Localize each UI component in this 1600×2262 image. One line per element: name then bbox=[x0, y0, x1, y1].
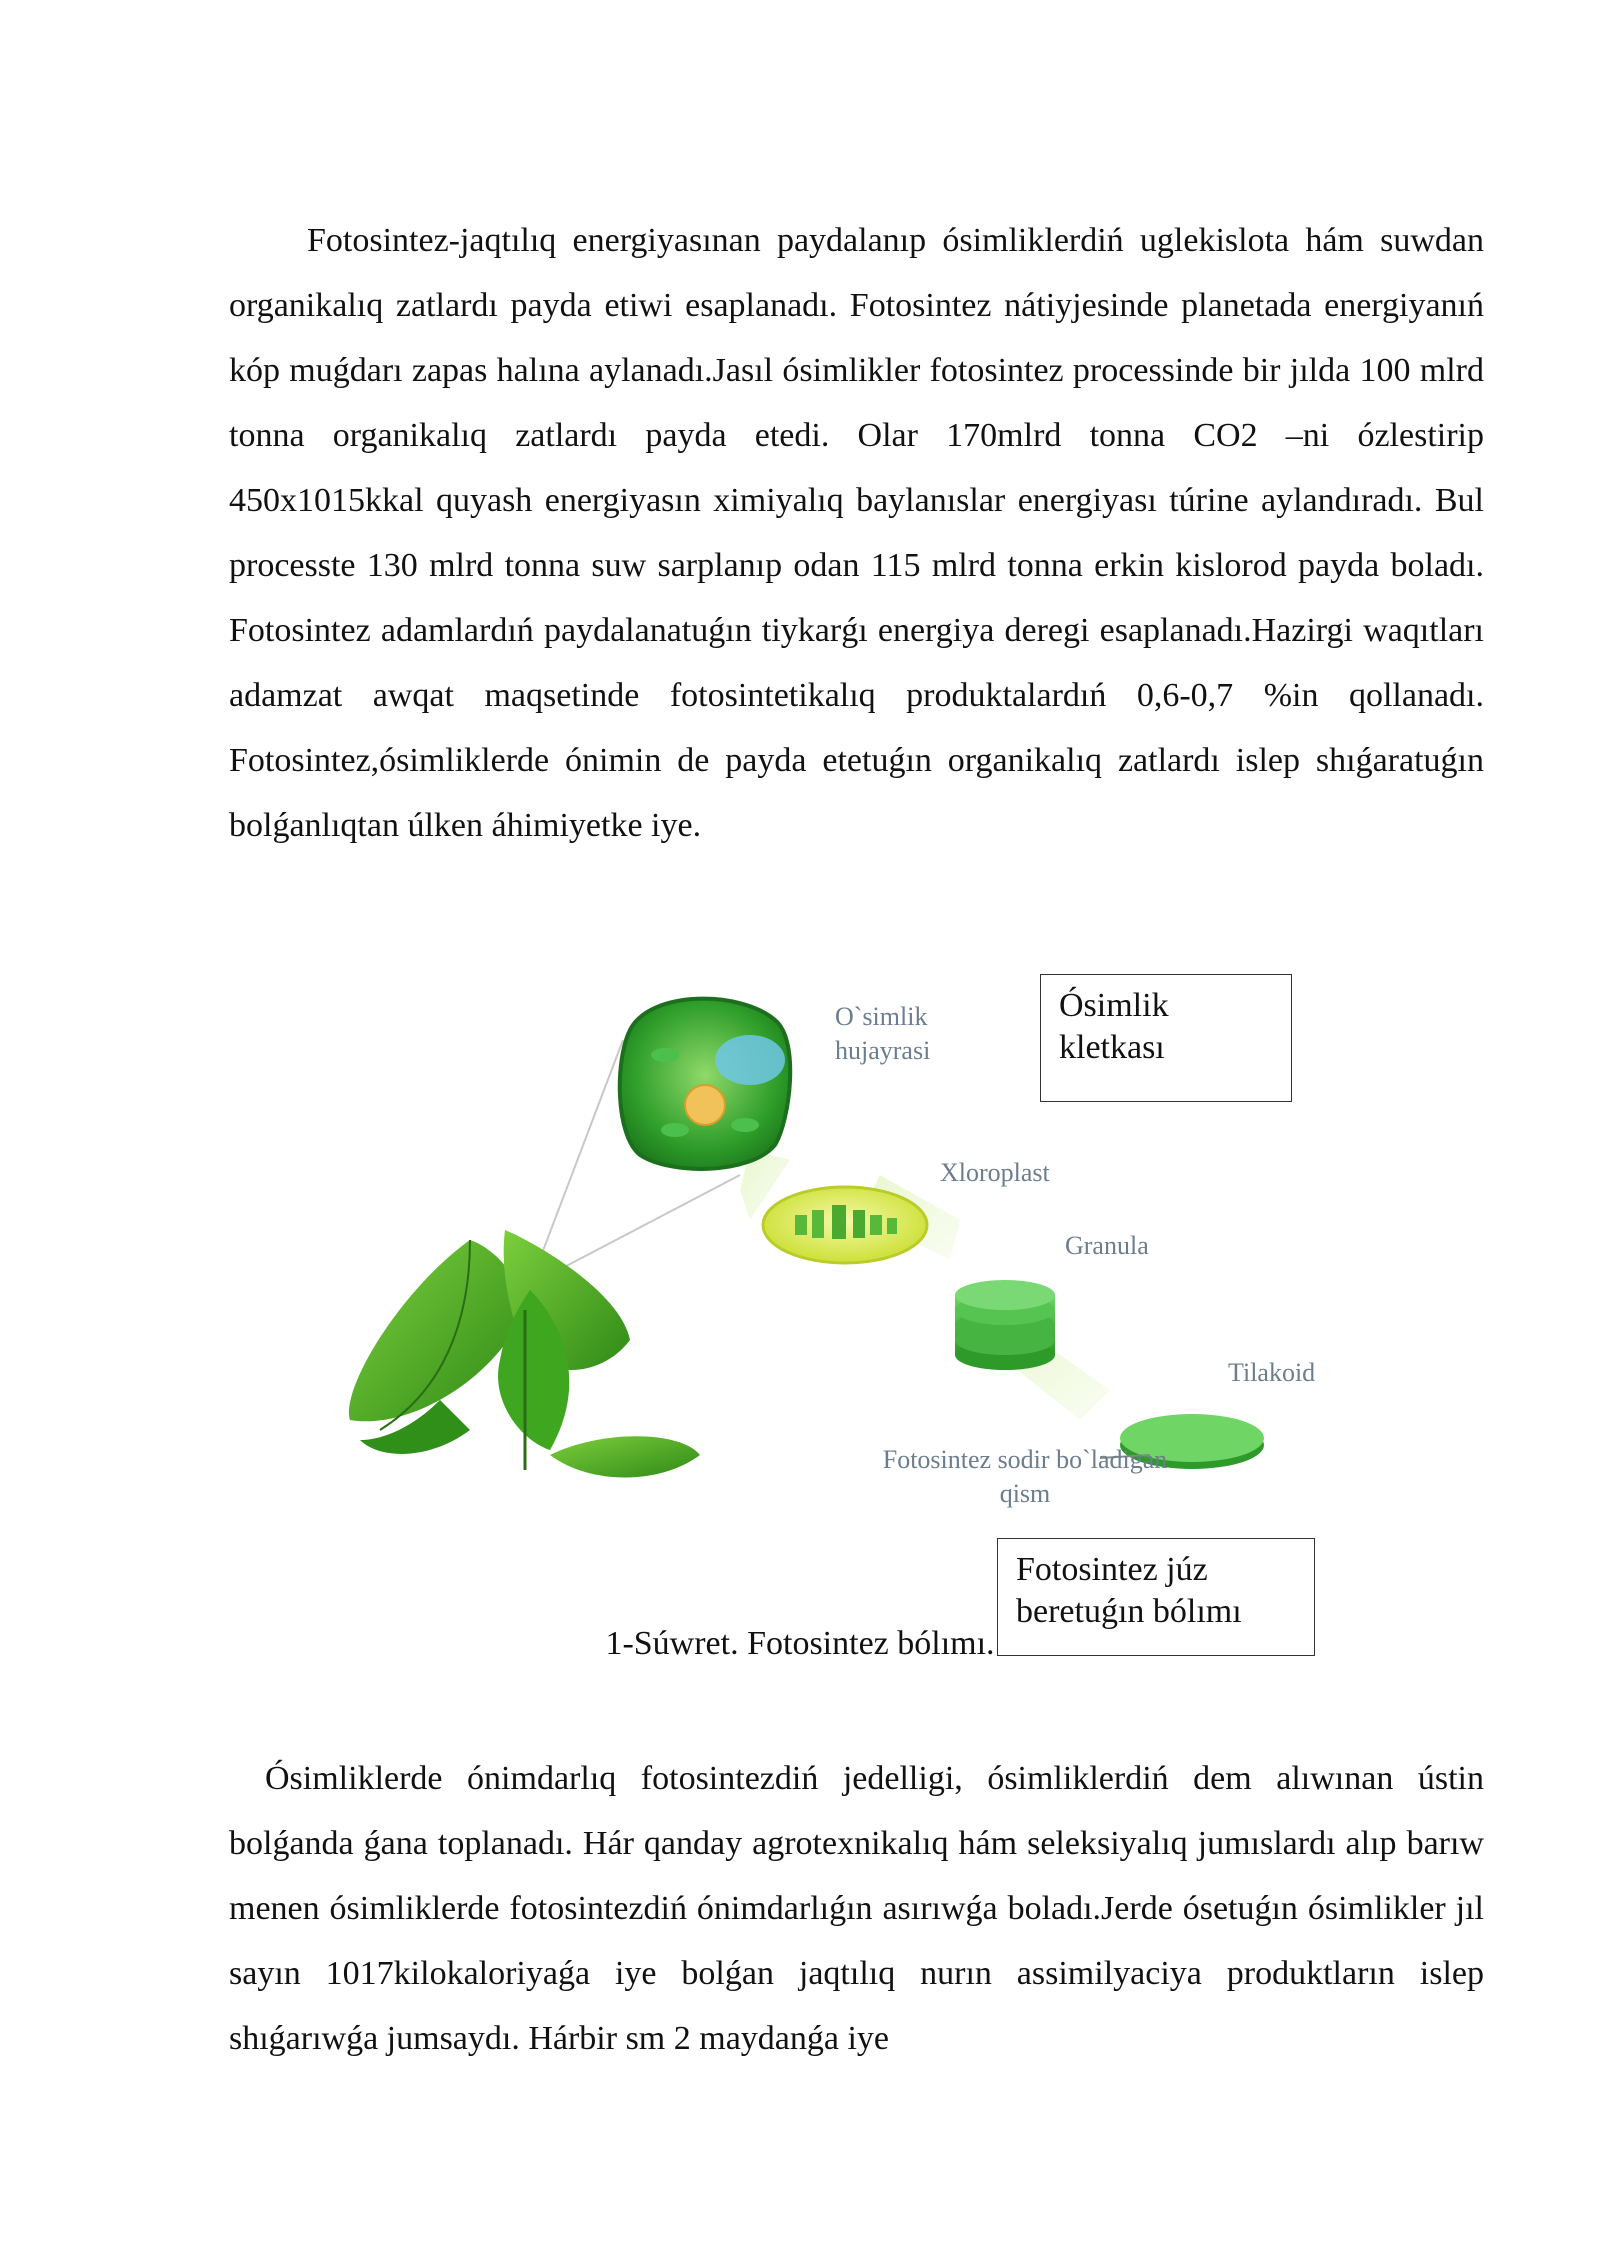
figure-caption: 1-Súwret. Fotosintez bólımı. bbox=[605, 1625, 995, 1662]
photosynthesis-part-label: Fotosintez sodir bo`ladigan qism bbox=[882, 1445, 1168, 1508]
thylakoid-label: Tilakoid bbox=[1228, 1358, 1316, 1387]
photosynthesis-callout-text: Fotosintez júz beretuǵın bólımı bbox=[1016, 1551, 1242, 1630]
granule-icon bbox=[955, 1280, 1055, 1370]
chloroplast-icon bbox=[763, 1187, 927, 1263]
photosynthesis-callout-box bbox=[997, 1538, 1315, 1656]
connector-line bbox=[530, 1040, 623, 1285]
chloroplast-label: Xloroplast bbox=[940, 1158, 1050, 1187]
cell-callout-text: Ósimlik kletkası bbox=[1059, 987, 1169, 1066]
paragraph-1: Fotosintez-jaqtılıq energiyasınan paydalanıp ósimliklerdiń uglekislota hám suwdan organikalıq zatlardı payda etiwi esaplanadı. Fotosintez nátiyjesinde planetada energiyanıń kóp muǵdarı zapas halına aylanadı.Jasıl ósimlikler fotosintez processinde bir jılda 100 mlrd tonna organikalıq zatlardı payda etedi. Olar 170mlrd tonna CO2 –ni ózlestirip 450x1015kkal quyash energiyasın ximiyalıq baylanıslar energiyası túrine aylandıradı. Bul processte 130 mlrd tonna suw sarplanıp odan 115 mlrd tonna erkin kislorod payda boladı. Fotosintez adamlardıń paydalanatuǵın tiykarǵı energiya deregi esaplanadı.Hazirgi waqıtları adamzat awqat maqsetinde fotosintetikalıq produktalardıń 0,6-0,7 %in qollanadı. Fotosintez,ósimliklerde ónimin de payda etetuǵın organikalıq zatlardı islep shıǵaratuǵın bolǵanlıqtan úlken áhimiyetke iye. bbox=[229, 222, 1484, 844]
paragraph-2: Ósimliklerde ónimdarlıq fotosintezdiń jedelligi, ósimliklerdiń dem alıwınan ústin bolǵanda ǵana toplanadı. Hár qanday agrotexnikalıq hám seleksiyalıq jumıslardı alıp barıw menen ósimliklerde fotosintezdiń ónimdarlıǵın asırıwǵa boladı.Jerde ósetuǵın ósimlikler jıl sayın 1017kilokaloriyaǵa iye bolǵan jaqtılıq nurın assimilyaciya produktların islep shıǵarıwǵa jumsaydı. Hárbir sm 2 maydanǵa iye bbox=[229, 1760, 1484, 2057]
cell-callout-box bbox=[1040, 974, 1292, 1102]
leaf-icon bbox=[349, 1230, 700, 1478]
cell-label: O`simlik hujayrasi bbox=[835, 1002, 931, 1065]
granule-label: Granula bbox=[1065, 1231, 1149, 1260]
plant-cell-icon bbox=[620, 999, 790, 1169]
